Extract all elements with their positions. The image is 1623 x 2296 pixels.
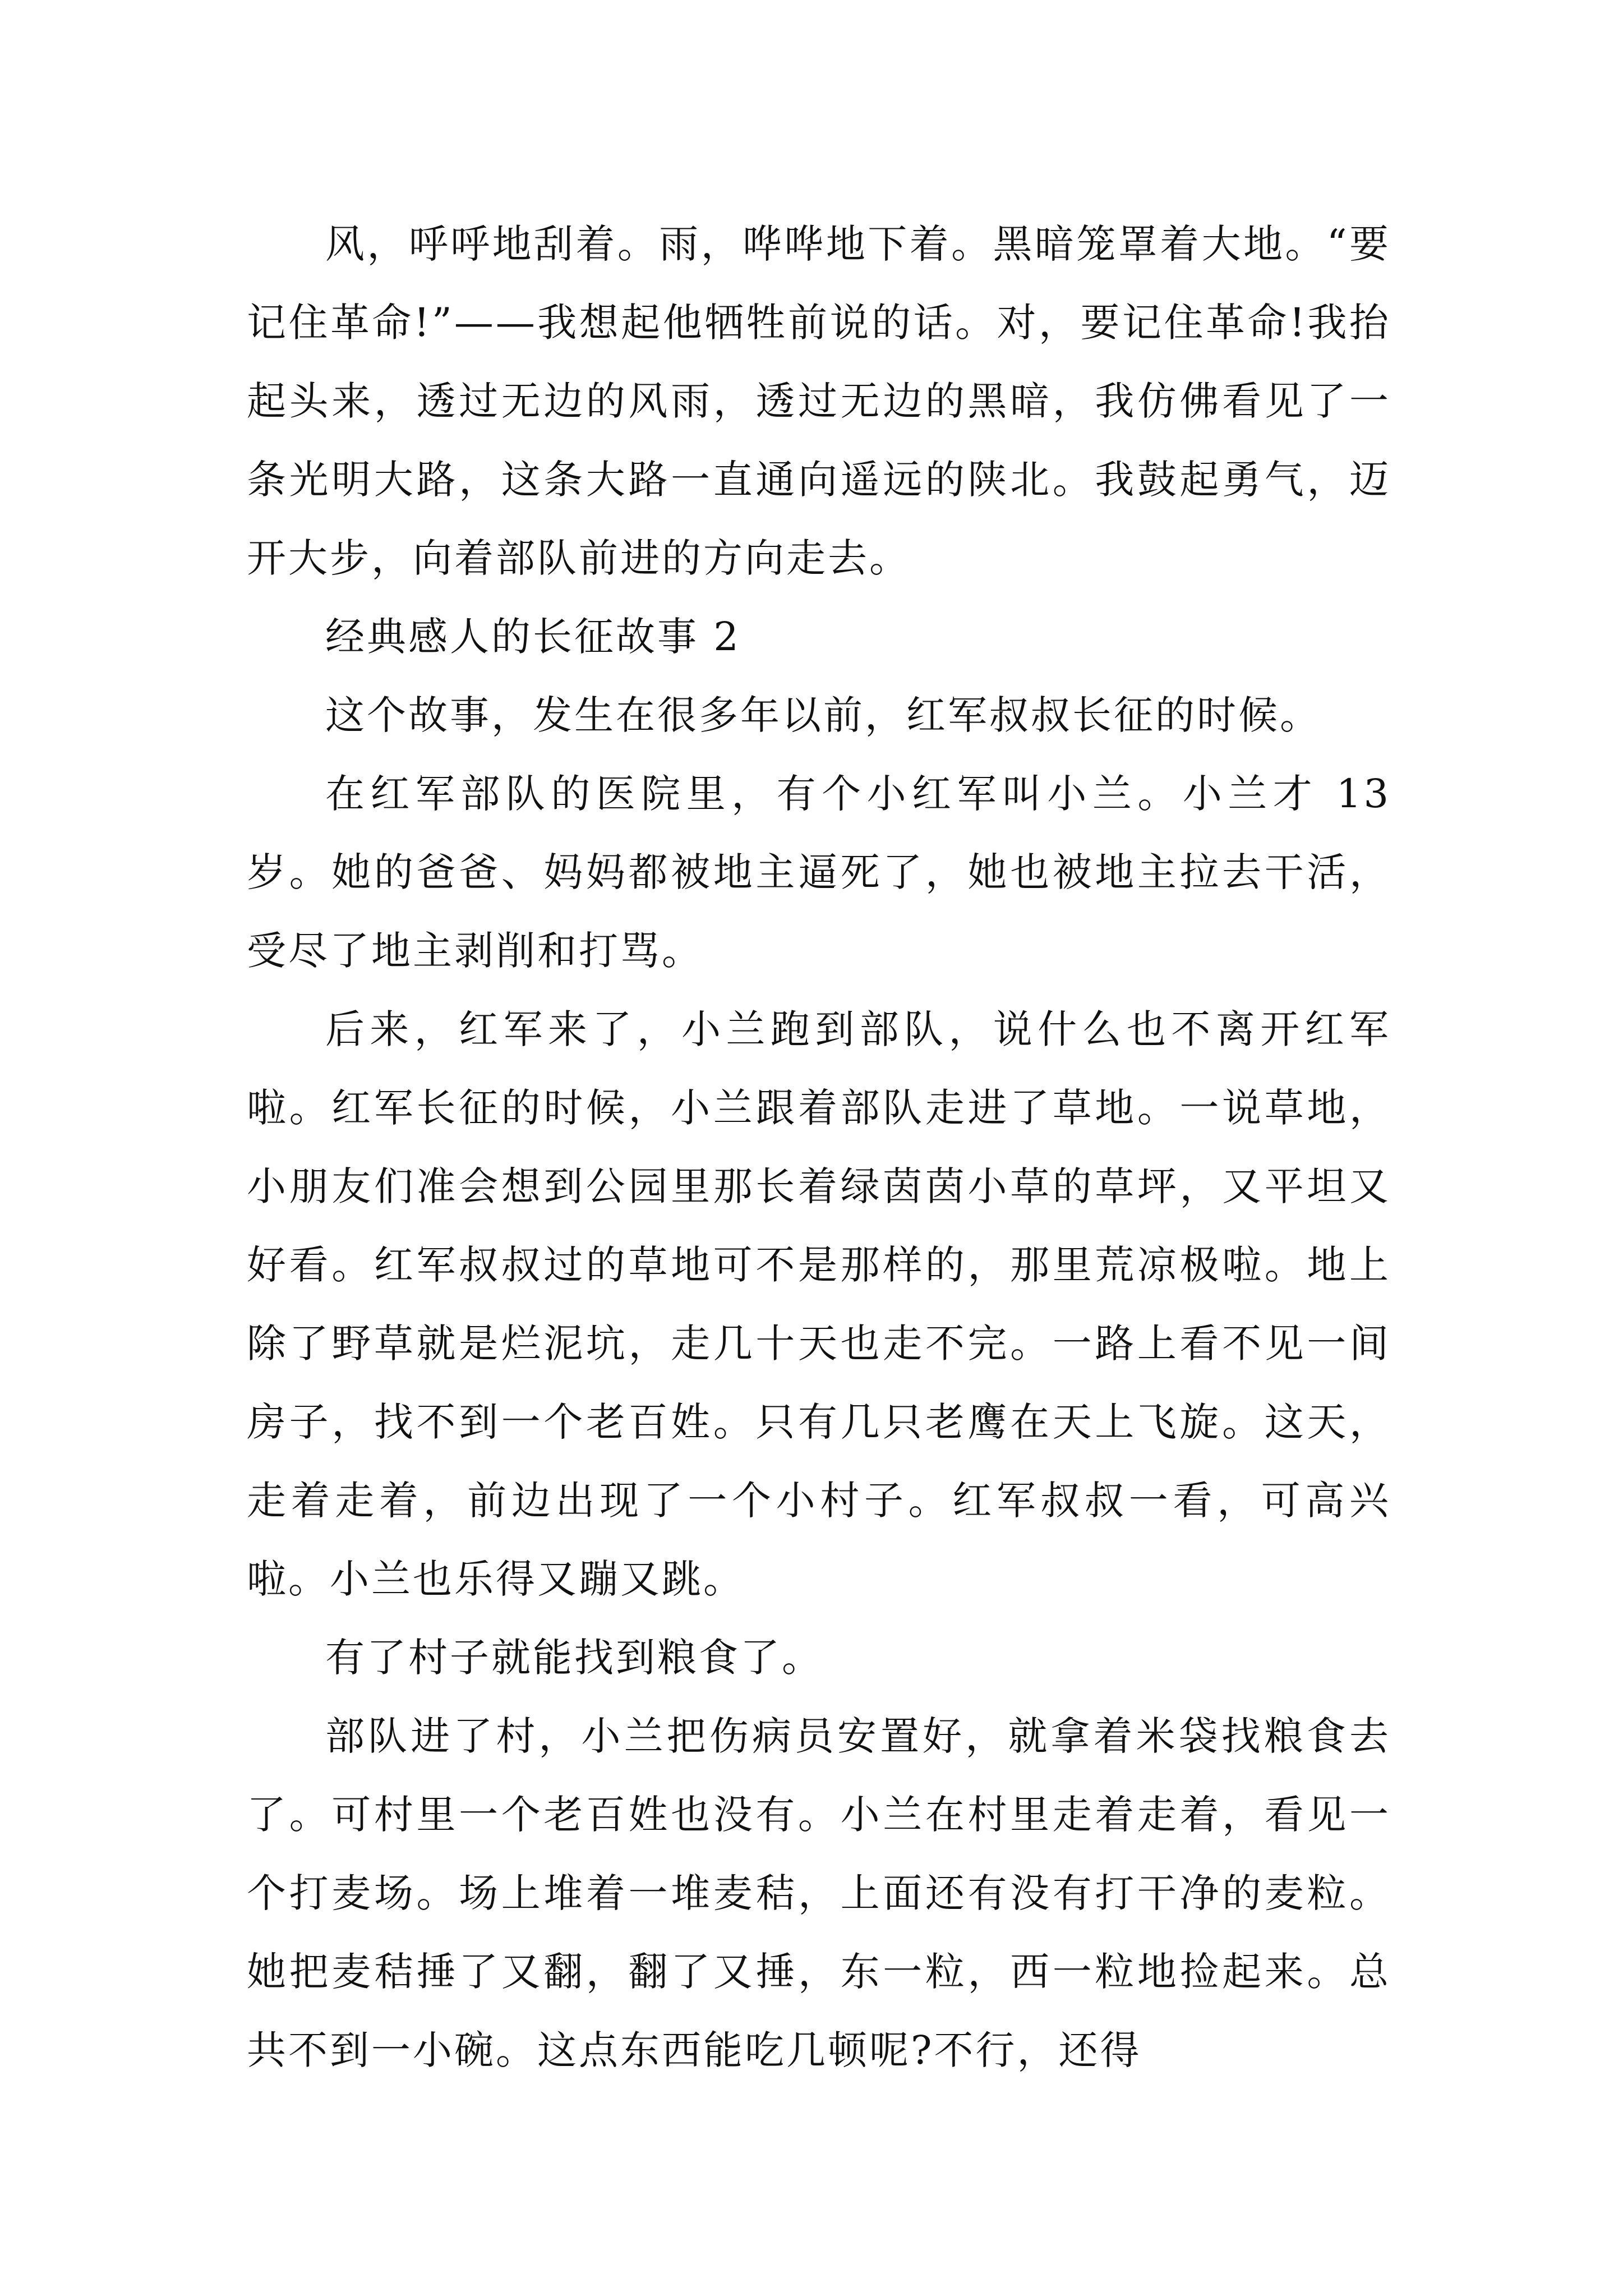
document-body [247, 205, 1391, 2090]
paragraph-wheat: 部队进了村，小兰把伤病员安置好，就拿着米袋找粮食去了。可村里一个老百姓也没有。小兰在村里走着走着，看见一个打麦场。场上堆着一堆麦秸，上面还有没有打干净的麦粒。她把麦秸捶了又翻，翻了又捶，东一粒，西一粒地捡起来。总共不到一小碗。这点东西能吃几顿呢?不行，还得 [247, 1713, 1391, 2073]
paragraph-xiaolan: 在红军部队的医院里，有个小红军叫小兰。小兰才 13 岁。她的爸爸、妈妈都被地主逼死了，她也被地主拉去干活，受尽了地主剥削和打骂。 [247, 771, 1391, 974]
paragraph-storm: 风，呼呼地刮着。雨，哗哗地下着。黑暗笼罩着大地。“要记住革命!”——我想起他牺牲前说的话。对，要记住革命!我抬起头来，透过无边的风雨，透过无边的黑暗，我仿佛看见了一条光明大路，这条大路一直通向遥远的陕北。我鼓起勇气，迈开大步，向着部队前进的方向走去。 [247, 221, 1391, 581]
paragraph-village: 有了村子就能找到粮食了。 [325, 1635, 823, 1681]
paragraph-grassland: 后来，红军来了，小兰跑到部队，说什么也不离开红军啦。红军长征的时候，小兰跟着部队走进了草地。一说草地，小朋友们准会想到公园里那长着绿茵茵小草的草坪，又平坦又好看。红军叔叔过的草地可不是那样的，那里荒凉极啦。地上除了野草就是烂泥坑，走几十天也走不完。一路上看不见一间房子，找不到一个老百姓。只有几只老鹰在天上飞旋。这天，走着走着，前边出现了一个小村子。红军叔叔一看，可高兴啦。小兰也乐得又蹦又跳。 [247, 1006, 1391, 1602]
section-heading: 经典感人的长征故事 2 [325, 614, 741, 660]
paragraph-intro: 这个故事，发生在很多年以前，红军叔叔长征的时候。 [325, 692, 1321, 738]
